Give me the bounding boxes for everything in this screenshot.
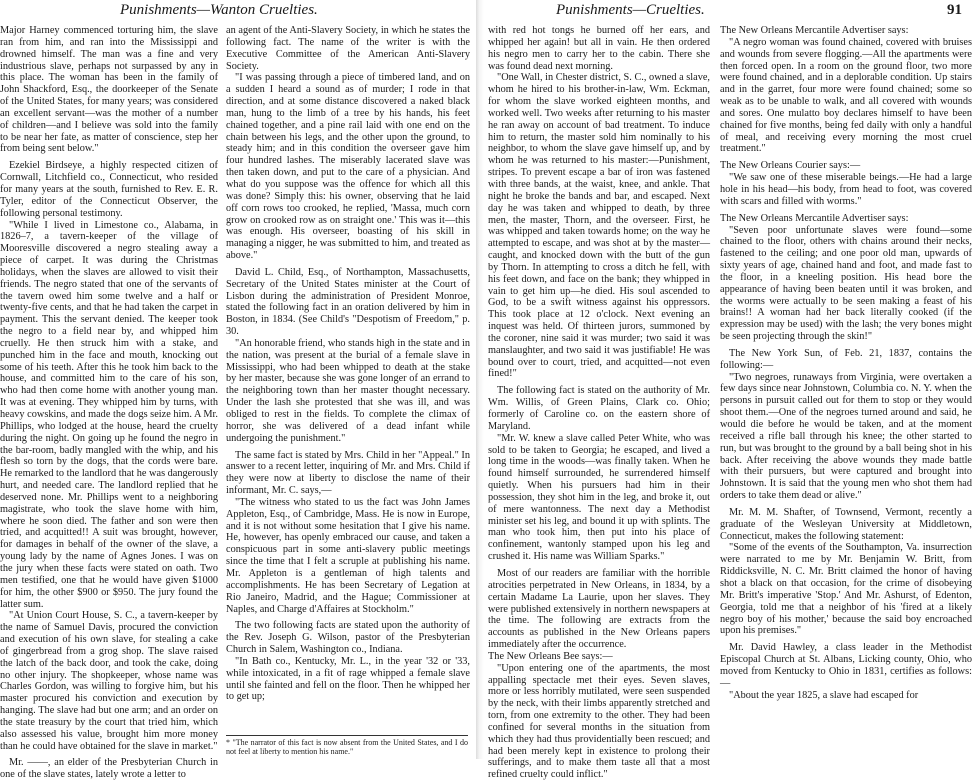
right-column-1 [488, 25, 710, 781]
paragraph: David L. Child, Esq., of Northampton, Massachusetts, Secretary of the United States minister at the Court of Lisbon during the administration of President Monroe, stated the following fact in an oration delivered by him in Boston, in 1834. (See Child's "Despotism of Freedom," p. 30. [226, 266, 470, 338]
paragraph: The same fact is stated by Mrs. Child in her "Appeal." In answer to a recent letter, inquiring of Mr. and Mrs. Child if they were now at liberty to disclose the name of their informant, Mr. C. says,— [226, 449, 470, 497]
paragraph: Major Harney commenced torturing him, the slave ran from him, and ran into the Mississippi and drowned himself. The man was a fine and very industrious slave, perhaps not surpassed by any in this place. The woman has been in the family of John Shackford, Esq., the doorkeeper of the Senate of the United States, for many years; was considered an excellent servant—was the mother of a number of children—and I believe was sold into the family to be near her fate, as matter of conscience, step her from being sent below." [0, 25, 218, 155]
paragraph: "The witness who stated to us the fact was John James Appleton, Esq., of Cambridge, Mass. He is now in Europe, and it is not without some hesitation that I give his name. He, however, has openly embraced our cause, and taken a conspicuous part in some anti-slavery public meetings since the time that I felt a scruple at publishing his name. Mr. Appleton is a gentleman of high talents and accomplishments. He has been Secretary of Legation at Rio Janeiro, Madrid, and the Hague; Commissioner at Naples, and Charge d'Affaires at Stockholm." [226, 496, 470, 615]
paragraph: "I was passing through a piece of timbered land, and on a sudden I heard a sound as of murder; I rode in that direction, and at some distance discovered a naked black man, hung to the limb of a tree by his hands, his feet chained together, and a pine rail laid with one end on the chain between his legs, and the other upon the ground, to steady him; and in this condition the overseer gave him four hundred lashes. The miserably lacerated slave was then taken down, and put to the care of a physician. And what do you suppose was the offence for which all this was done? Simply this: his owner, observing that he laid off corn rows too crooked, he replied, 'Massa, much corn grow on crooked row as on straight one.' This was it—this was enough. His overseer, boasting of his skill in managing a nigger, he was submitted to him, and treated as above." [226, 72, 470, 262]
paragraph: Mr. M. M. Shafter, of Townsend, Vermont, recently a graduate of the Wesleyan University at Middletown, Connecticut, makes the following statement: [720, 506, 972, 542]
paragraph: The New Orleans Mercantile Advertiser says: [720, 25, 909, 36]
paragraph: Ezekiel Birdseye, a highly respected citizen of Cornwall, Litchfield co., Connecticut, who resided for many years at the south, furnished to Rev. E. R. Tyler, editor of the Connecticut Observer, the following personal testimony. [0, 160, 218, 219]
paragraph: "While I lived in Limestone co., Alabama, in 1826–7, a tavern-keeper of the village of Mooresville discovered a negro stealing away a piece of carpet. It was during the Christmas holidays, when the slaves are allowed to visit their friends. The negro stated that one of the servants of the tavern owed him some twelve and a half or twenty-five cents, and that he had taken the carpet in payment. This the servant denied. The keeper took the negro to a field near by, and whipped him cruelly. He then struck him with a stake, and punched him in the face and mouth, knocking out some of his teeth. After this he took him back to the house, and committed him to the care of his son, who had then come home with another young man. It was at evening. They whipped him by turns, with heavy cowskins, and made the dogs seize him. A Mr. Phillips, who lodged at the house, heard the cruelty during the night. On going up he found the negro in the bar-room, badly mangled with the whip, and his flesh so torn by the dogs, that the cords were bare. He remarked to the landlord that he was dangerously hurt, and needed care. The landlord replied that he deserved none. Mr. Phillips went to a neighboring magistrate, who took the slave home with him, where he soon died. The father and son were then tried, and acquitted!! A suit was brought, however, for damages in behalf of the owner of the slave, a young lady by the name of Agnes Jones. I was on the jury when these facts were stated on oath. Two men testified, one that he would have given $1000 for him, the other $900 or $950. The jury found the latter sum. [0, 219, 218, 610]
left-page [0, 0, 476, 781]
paragraph: The New York Sun, of Feb. 21, 1837, contains the following:— [720, 347, 972, 371]
left-running-head: Punishments—Wanton Cruelties. [120, 2, 318, 18]
paragraph: "Some of the events of the Southampton, Va. insurrection were narrated to me by Mr. Benjamin W. Britt, from Riddicksville, N. C. Mr. Britt claimed the honor of having shot a black on that occasion, for the crime of disobeying Mr. Britt's imperative 'Stop.' And Mr. Ashurst, of Edenton, Georgia, told me that a neighbor of his 'fired at a likely negro boy of his mother,' because the said boy encroached upon his premises." [720, 542, 972, 637]
paragraph: "We saw one of these miserable beings.—He had a large hole in his head—his body, from head to foot, was covered with scars and filled with worms." [720, 172, 972, 207]
paragraph: The following fact is stated on the authority of Mr. Wm. Willis, of Green Plains, Clark co. Ohio; formerly of Caroline co. on the eastern shore of Maryland. [488, 385, 710, 432]
right-page [484, 0, 980, 781]
paragraph: with red hot tongs he burned off her ears, and whipped her again! but all in vain. He then ordered his negro men to carry her to the cabin. There she was found dead next morning. [488, 25, 710, 72]
paragraph: "About the year 1825, a slave had escaped for [729, 689, 919, 701]
paragraph: The two following facts are stated upon the authority of the Rev. Joseph G. Wilson, pastor of the Presbyterian Church in Salem, Washington co., Indiana. [226, 620, 470, 656]
right-column-2 [720, 25, 972, 759]
paragraph: Most of our readers are familiar with the horrible atrocities perpetrated in New Orleans, in 1834, by a certain Madame La Laurie, upon her slaves. They were published extensively in northern newspapers at the time. The following are extracts from the accounts as published in the New Orleans papers immediately after the occurrence. [488, 567, 710, 651]
paragraph: The New Orleans Bee says:— [488, 650, 613, 662]
paragraph: Mr. David Hawley, a class leader in the Methodist Episcopal Church at St. Albans, Licking county, Ohio, who moved from Kentucky to Ohio in 1831, certifies as follows:— [720, 642, 972, 689]
paragraph: "At Union Court House, S. C., a tavern-keeper by the name of Samuel Davis, procured the conviction and execution of his own slave, for stealing a cake of gingerbread from a grog shop. The slave raised the latch of the back door, and took the cake, doing no other injury. The shopkeeper, whose name was Charles Gordon, was willing to forgive him, but his master procured his conviction and execution by hanging. The slave had but one arm; and an order on the state treasury by the court that tried him, which also assessed his value, brought him more money than he could have obtained for the slave in market." [0, 610, 218, 752]
paragraph: "One Wall, in Chester district, S. C., owned a slave, whom he hired to his brother-in-law, Wm. Eckman, for whom the slave worked eighteen months, and worked well. Two weeks after returning to his master he ran away on account of bad treatment. To induce him to return, the master sold him nominally to his neighbor, to whom the slave gave himself up, and by whom he was returned to his master:—Punishment, stripes. To prevent escape a bar of iron was fastened with three bands, at the waist, knee, and ankle. That night he broke the bands and bar, and escaped. Next day he was taken and whipped to death, by three men, the master, Thorn, and the overseer. First, he was whipped and taken towards home; on the way he attempted to escape, and was shot at by the master—caught, and knocked down with the butt of the gun by Thorn. In attempting to cross a ditch he fell, with his feet down, and face on the bank; they whipped in vain to get him up—he died. His soul ascended to God, to be a swift witness against his oppressors. This took place at 12 o'clock. Next evening an inquest was held. Of thirteen jurors, summoned by the coroner, nine said it was murder; two said it was manslaughter, and two said it was justifiable! He was bound over to court, tried, and acquitted—not even fined!" [488, 72, 710, 380]
paragraph: The New Orleans Mercantile Advertiser says: [720, 212, 909, 224]
paragraph: "Seven poor unfortunate slaves were found—some chained to the floor, others with chains around their necks, fastened to the ceiling; and one poor old man, upwards of sixty years of age, chained hand and foot, and made fast to the floor, in a kneeling position. His head bore the appearance of having been beaten until it was broken, and the worms were actually to be seen making a feast of his brains!! A woman had her back literally cooked (if the expression may be used) with the lash; the very bones might be seen projecting through the skin!" [720, 224, 972, 343]
paragraph: "Mr. W. knew a slave called Peter White, who was sold to be taken to Georgia; he escaped, and lived a long time in the woods—was finally taken. When he found himself surrounded, he surrendered himself quietly. When his pursuers had him in their possession, they shot him in the leg, and broke it, out of mere wantonness. The next day a Methodist minister set his leg, and bound it up with splints. The man who took him, then put into his place of confinement, wantonly stamped upon his leg and crushed it. His name was William Sparks." [488, 432, 710, 563]
footnote: * "The narrator of this fact is now absent from the United States, and I do not feel at liberty to mention his name." [226, 735, 468, 756]
paragraph: "Upon entering one of the apartments, the most appalling spectacle met their eyes. Seven slaves, more or less horribly mutilated, were seen suspended by the neck, with their limbs apparently stretched and torn, from one extremity to the other. They had been confined for several months in the situation from which they had thus providentially been rescued; and had been merely kept in existence to prolong their sufferings, and to make them taste all that a most refined cruelty could inflict." [488, 662, 710, 781]
book-gutter [476, 0, 484, 759]
paragraph: The New Orleans Courier says:— [720, 160, 861, 172]
paragraph: "An honorable friend, who stands high in the state and in the nation, was present at the burial of a female slave in Mississippi, who had been whipped to death at the stake by her master, because she was gone longer of an errand to the neighboring town than her master thought necessary. Under the lash she protested that she was ill, and was obliged to rest in the fields. To complete the climax of horror, she was delivered of a dead infant while undergoing the punishment." [226, 337, 470, 444]
paragraph: Mr. ——, an elder of the Presbyterian Church in one of the slave states, lately wrote a letter to [0, 757, 218, 781]
right-running-head: Punishments—Cruelties. [556, 2, 705, 18]
left-column-1 [0, 25, 218, 781]
paragraph: "Two negroes, runaways from Virginia, were overtaken a few days since near Johnstown, Columbia co. N. Y. when the persons in pursuit called out for them to stop or they would shoot them.—One of the negroes turned around and said, he would die before he would be taken, and at the moment received a rifle ball through his knee; the other started to run, but was brought to the ground by a ball being shot in his back. After receiving the above wounds they made battle with their pursuers, but were captured and brought into Johnstown. It is said that the young men who shot them had orders to take them dead or alive." [720, 371, 972, 502]
paragraph: an agent of the Anti-Slavery Society, in which he states the following fact. The name of the writer is with the Executive Committee of the American Anti-Slavery Society. [226, 25, 470, 72]
page-number: 91 [947, 2, 962, 18]
paragraph: "In Bath co., Kentucky, Mr. L., in the year '32 or '33, while intoxicated, in a fit of rage whipped a female slave until she fainted and fell on the floor. Then he whipped her to get up; [226, 655, 470, 703]
left-column-2 [226, 25, 470, 759]
paragraph: "A negro woman was found chained, covered with bruises and wounds from severe flogging.—All the apartments were then forced open. In a room on the ground floor, two more were found chained, and in a deplorable condition. Up stairs and in the garret, four more were found chained; some so weak as to be unable to walk, and all covered with wounds and sores. One mulatto boy declares himself to have been chained for five months, being fed daily with only a handful of meal, and receiving every morning the most cruel treatment." [720, 36, 972, 155]
